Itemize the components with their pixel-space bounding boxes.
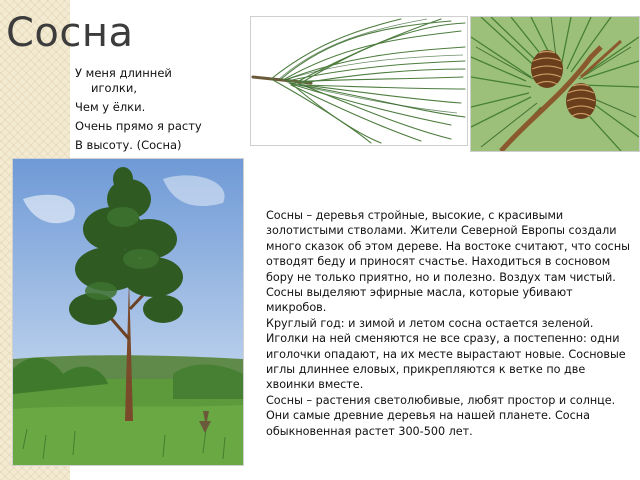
- poem-line: иголки,: [91, 81, 137, 95]
- riddle-poem: [75, 66, 235, 157]
- pine-description: [266, 208, 636, 439]
- poem-line: У меня длинней: [75, 66, 172, 80]
- page-title: Сосна: [6, 10, 134, 56]
- poem-line: В высоту. (Сосна): [75, 138, 182, 152]
- poem-line: Очень прямо я расту: [75, 119, 202, 133]
- description-paragraph: Круглый год: и зимой и летом сосна остается зеленой. Иголки на ней сменяются не все сразу, а постепенно: одни иголочки опадают, на их месте вырастают новые. Сосновые иглы длиннее еловых, прикрепляются к ветке по две хвоинки вместе.: [266, 316, 626, 392]
- pine-cone-icon: [531, 50, 563, 88]
- description-paragraph: Сосны – растения светолюбивые, любят простор и солнце. Они самые древние деревья на нашей планете. Сосна обыкновенная растет 300-500 лет.: [266, 393, 616, 438]
- pine-needles-photo: [250, 16, 468, 146]
- pine-cones-photo: [470, 16, 640, 152]
- pine-tree-photo: [12, 158, 244, 466]
- description-paragraph: Сосны – деревья стройные, высокие, с красивыми золотистыми стволами. Жители Северной Европы создали много сказок об этом дереве. На востоке считают, что сосны отводят беду и приносят счастье. Находиться в сосновом бору не только приятно, но и полезно. Воздух там чистый. Сосны выделяют эфирные масла, которые убивают микробов.: [266, 209, 630, 315]
- pine-cone-icon: [566, 83, 596, 119]
- poem-line: Чем у ёлки.: [75, 100, 146, 114]
